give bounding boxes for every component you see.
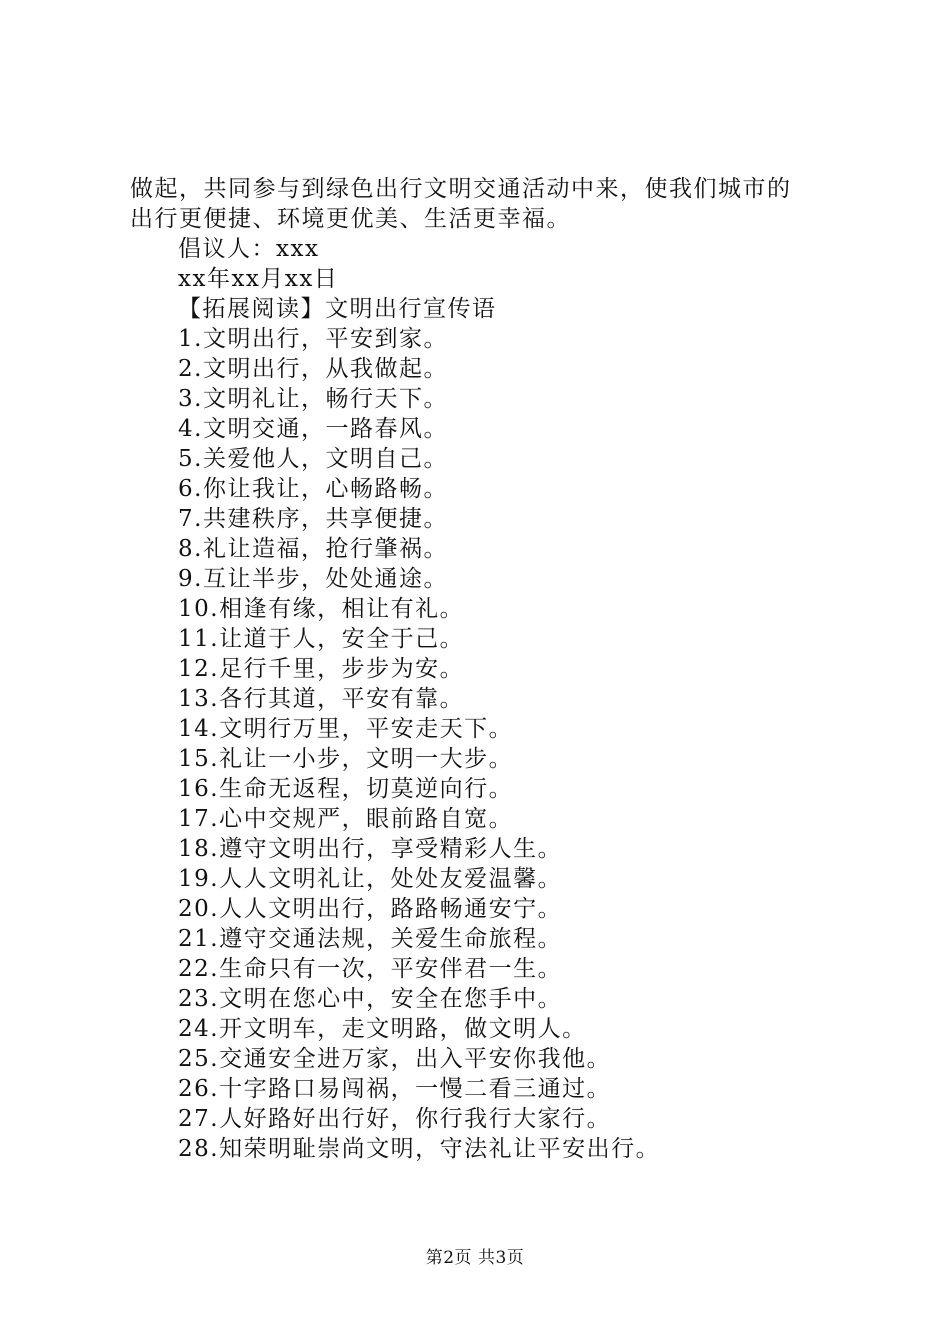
slogan-item: 4.文明交通，一路春风。: [178, 416, 448, 442]
slogan-list: [130, 324, 830, 1164]
slogan-item: 17.心中交规严，眼前路自宽。: [178, 806, 514, 832]
slogan-item: 6.你让我让，心畅路畅。: [178, 476, 448, 502]
intro-line-2: 出行更便捷、环境更优美、生活更幸福。: [130, 206, 571, 232]
slogan-item: 20.人人文明出行，路路畅通安宁。: [178, 896, 563, 922]
slogan-item: 1.文明出行，平安到家。: [178, 326, 448, 352]
slogan-item: 24.开文明车，走文明路，做文明人。: [178, 1016, 587, 1042]
slogan-item: 11.让道于人，安全于己。: [178, 626, 465, 652]
slogan-item: 9.互让半步，处处通途。: [178, 566, 448, 592]
slogan-item: 5.关爱他人，文明自己。: [178, 446, 448, 472]
intro-line-1: 做起，共同参与到绿色出行文明交通活动中来，使我们城市的: [130, 176, 792, 202]
slogan-item: 8.礼让造福，抢行肇祸。: [178, 536, 448, 562]
slogan-item: 19.人人文明礼让，处处友爱温馨。: [178, 866, 563, 892]
slogan-item: 25.交通安全进万家，出入平安你我他。: [178, 1046, 612, 1072]
section-heading: 【拓展阅读】文明出行宣传语: [178, 296, 497, 322]
slogan-item: 14.文明行万里，平安走天下。: [178, 716, 514, 742]
document-body: [130, 174, 830, 1164]
slogan-item: 21.遵守交通法规，关爱生命旅程。: [178, 926, 563, 952]
slogan-item: 22.生命只有一次，平安伴君一生。: [178, 956, 563, 982]
slogan-item: 10.相逢有缘，相让有礼。: [178, 596, 465, 622]
date-line: xx年xx月xx日: [178, 266, 339, 292]
slogan-item: 18.遵守文明出行，享受精彩人生。: [178, 836, 563, 862]
slogan-item: 28.知荣明耻崇尚文明，守法礼让平安出行。: [178, 1136, 661, 1162]
signer-line: 倡议人：xxx: [178, 236, 320, 262]
slogan-item: 12.足行千里，步步为安。: [178, 656, 465, 682]
slogan-item: 7.共建秩序，共享便捷。: [178, 506, 448, 532]
slogan-item: 2.文明出行，从我做起。: [178, 356, 448, 382]
slogan-item: 15.礼让一小步，文明一大步。: [178, 746, 514, 772]
page-footer: 第2页 共3页: [425, 1248, 525, 1268]
slogan-item: 27.人好路好出行好，你行我行大家行。: [178, 1106, 612, 1132]
slogan-item: 16.生命无返程，切莫逆向行。: [178, 776, 514, 802]
slogan-item: 13.各行其道，平安有靠。: [178, 686, 465, 712]
slogan-item: 3.文明礼让，畅行天下。: [178, 386, 448, 412]
slogan-item: 26.十字路口易闯祸，一慢二看三通过。: [178, 1076, 612, 1102]
slogan-item: 23.文明在您心中，安全在您手中。: [178, 986, 563, 1012]
